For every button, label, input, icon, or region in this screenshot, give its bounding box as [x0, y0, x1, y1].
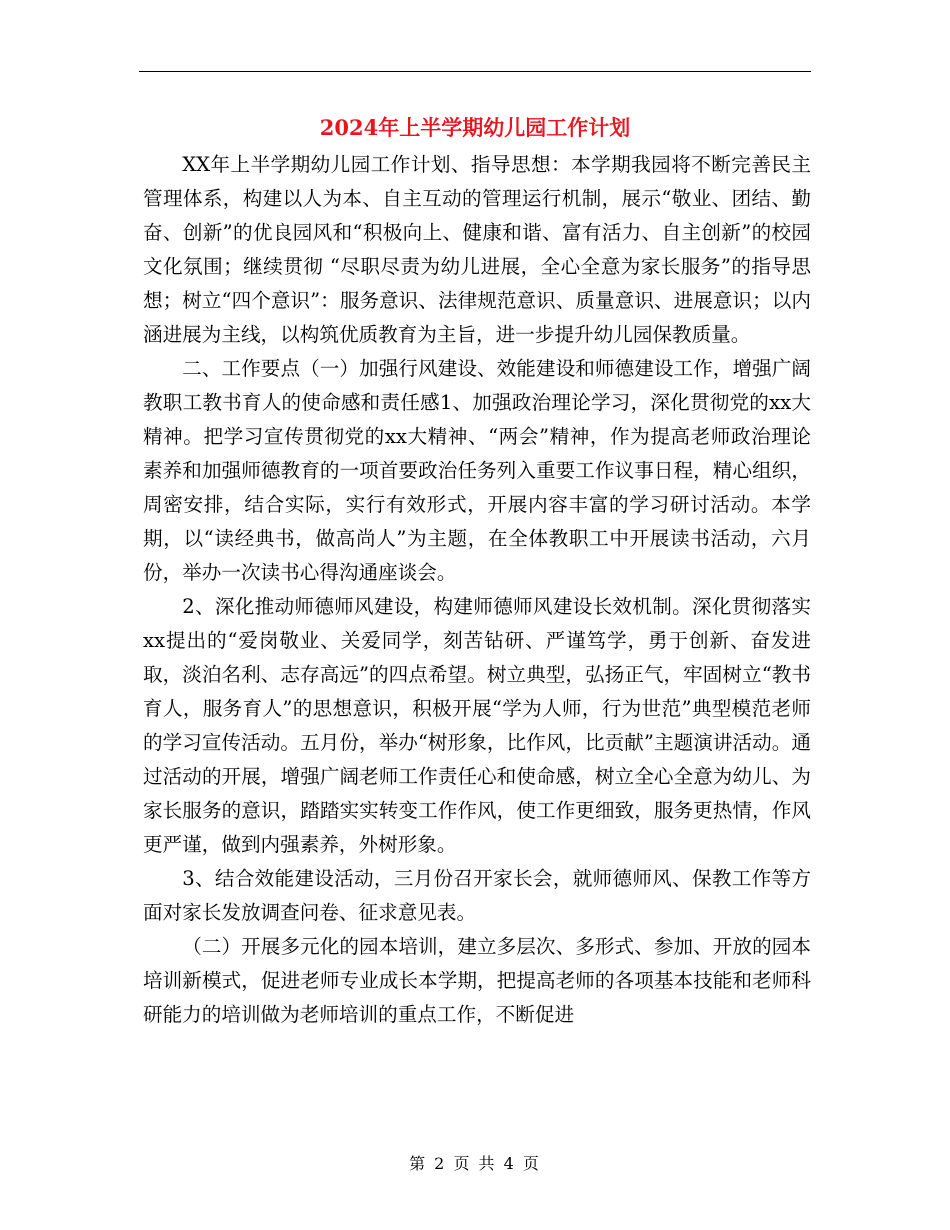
- page-footer: 第 2 页 共 4 页: [409, 1154, 541, 1173]
- header-rule: [139, 71, 811, 72]
- paragraph-guiding-ideology: XX年上半学期幼儿园工作计划、指导思想：本学期我园将不断完善民主管理体系，构建以人为本、自主互动的管理运行机制，展示“敬业、团结、勤奋、创新”的优良园风和“积极向上、健康和谐、富有活力、自主创新”的校园文化氛围；继续贯彻 “尽职尽责为幼儿进展，全心全意为家长服务”的指导思想；树立“四个意识”：服务意识、法律规范意识、质量意识、进展意识；以内涵进展为主线，以构筑优质教育为主旨，进一步提升幼儿园保教质量。: [143, 153, 811, 346]
- paragraph-ethics-building: 2、深化推动师德师风建设，构建师德师风建设长效机制。深化贯彻落实xx提出的“爱岗敬业、关爱同学，刻苦钻研、严谨笃学，勇于创新、奋发进取，淡泊名利、志存高远”的四点希望。树立典型，弘扬正气，牢固树立“教书育人，服务育人”的思想意识，积极开展“学为人师，行为世范”典型模范老师的学习宣传活动。五月份，举办“树形象，比作风，比贡献”主题演讲活动。通过活动的开展，增强广阔老师工作责任心和使命感，树立全心全意为幼儿、为家长服务的意识，踏踏实实转变工作作风，使工作更细致，服务更热情，作风更严谨，做到内强素养，外树形象。: [143, 595, 811, 856]
- document-title: 2024年上半学期幼儿园工作计划: [319, 115, 631, 140]
- paragraph-efficiency-building: 3、结合效能建设活动，三月份召开家长会，就师德师风、保教工作等方面对家长发放调查问卷、征求意见表。: [143, 867, 811, 924]
- paragraph-training: （二）开展多元化的园本培训，建立多层次、多形式、参加、开放的园本培训新模式，促进老师专业成长本学期，把提高老师的各项基本技能和老师科研能力的培训做为老师培训的重点工作，不断促进: [143, 935, 811, 1026]
- paragraph-work-points: 二、工作要点（一）加强行风建设、效能建设和师德建设工作，增强广阔教职工教书育人的使命感和责任感1、加强政治理论学习，深化贯彻党的xx大精神。把学习宣传贯彻党的xx大精神、“两会”精神，作为提高老师政治理论素养和加强师德教育的一项首要政治任务列入重要工作议事日程，精心组织，周密安排，结合实际，实行有效形式，开展内容丰富的学习研讨活动。本学期，以“读经典书，做高尚人”为主题，在全体教职工中开展读书活动，六月份，举办一次读书心得沟通座谈会。: [143, 357, 811, 584]
- document-body: [143, 148, 811, 1032]
